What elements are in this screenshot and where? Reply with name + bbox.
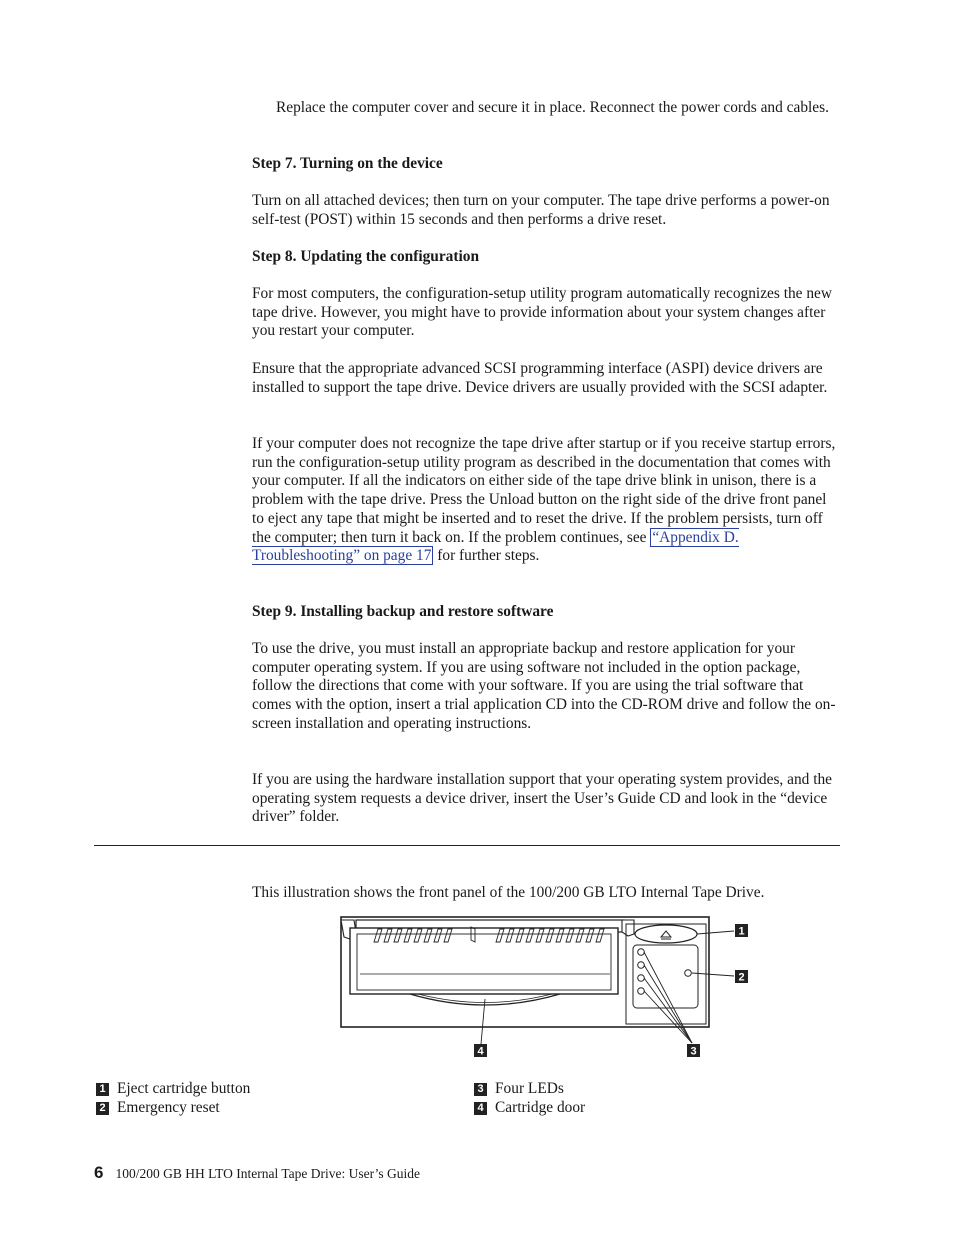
footer-title: 100/200 GB HH LTO Internal Tape Drive: User’s Guide: [115, 1166, 420, 1181]
led-2: [638, 962, 645, 969]
intro-paragraph: Replace the computer cover and secure it in place. Reconnect the power cords and cables.: [276, 99, 829, 116]
legend-item-4: [474, 1099, 585, 1117]
step8-p3-tail: for further steps.: [433, 547, 540, 565]
emergency-reset-hole: [685, 970, 692, 977]
svg-text:2: 2: [738, 971, 745, 984]
illustration-caption: This illustration shows the front panel of the 100/200 GB LTO Internal Tape Drive.: [252, 884, 765, 901]
step8-paragraph-3: [252, 435, 842, 566]
step7-heading: Step 7. Turning on the device: [252, 155, 443, 172]
section-divider: [94, 845, 840, 846]
step9-paragraph-2: If you are using the hardware installation support that your operating system provides, and the operating system requests a device driver, insert the User’s Guide CD and look in the “device driver” folder.: [252, 771, 832, 826]
legend-callout: 4: [474, 1102, 487, 1115]
tape-drive-illustration: [330, 912, 760, 1062]
right-latch: [622, 920, 634, 936]
svg-text:1: 1: [738, 925, 745, 938]
legend-label: Cartridge door: [495, 1099, 586, 1116]
cartridge-door: [350, 928, 618, 994]
step7-body: Turn on all attached devices; then turn on your computer. The tape drive performs a power-on self-test (POST) within 15 seconds and then performs a drive reset.: [252, 192, 830, 228]
callout-3: [687, 1044, 700, 1058]
step8-p3-text: If your computer does not recognize the tape drive after startup or if you receive startup errors, run the configuration-setup utility program as described in the documentation that comes with your computer. If all the indicators on either side of the tape drive blink in unison, there is a problem with the tape drive. Press the Unload button on the right side of the drive front panel to eject any tape that might be inserted and to reset the drive. If the problem persists, turn off the computer; then turn it back on. If the problem continues, see: [252, 435, 836, 546]
step9-paragraph-1: To use the drive, you must install an appropriate backup and restore application for your computer operating system. If you are using software not included in the option package, follow the directions that come with your software. If you are using the trial software that comes with the option, insert a trial application CD into the CD-ROM drive and follow the on-screen installation and operating instructions.: [252, 640, 836, 732]
page-number: 6: [94, 1163, 104, 1182]
legend-item-1: [96, 1080, 250, 1098]
callout-4: [474, 1044, 487, 1058]
appendix-d-link[interactable]: “Appendix D. Troubleshooting” on page 17: [252, 528, 739, 565]
eject-button: [635, 925, 697, 943]
legend-label: Eject cartridge button: [117, 1080, 251, 1097]
legend-item-2: [96, 1099, 220, 1117]
step8-paragraph-2: Ensure that the appropriate advanced SCSI programming interface (ASPI) device drivers are installed to support the tape drive. Device drivers are usually provided with the SCSI adapter.: [252, 360, 828, 396]
callout-2: [735, 970, 748, 984]
legend-label: Four LEDs: [495, 1080, 564, 1097]
legend-item-3: [474, 1080, 564, 1098]
svg-text:3: 3: [690, 1045, 697, 1058]
legend-callout: 2: [96, 1102, 109, 1115]
legend-label: Emergency reset: [117, 1099, 220, 1116]
svg-text:4: 4: [477, 1045, 484, 1058]
step8-heading: Step 8. Updating the configuration: [252, 248, 480, 265]
led-3: [638, 975, 645, 982]
led-4: [638, 988, 645, 995]
legend-callout: 3: [474, 1083, 487, 1096]
led-1: [638, 949, 645, 956]
legend-callout: 1: [96, 1083, 109, 1096]
step8-paragraph-1: For most computers, the configuration-setup utility program automatically recognizes the new tape drive. However, you might have to provide information about your system changes after you restart your computer.: [252, 285, 832, 340]
step9-heading: Step 9. Installing backup and restore software: [252, 603, 554, 620]
page-footer: [94, 1163, 420, 1183]
callout-1: [735, 924, 748, 938]
